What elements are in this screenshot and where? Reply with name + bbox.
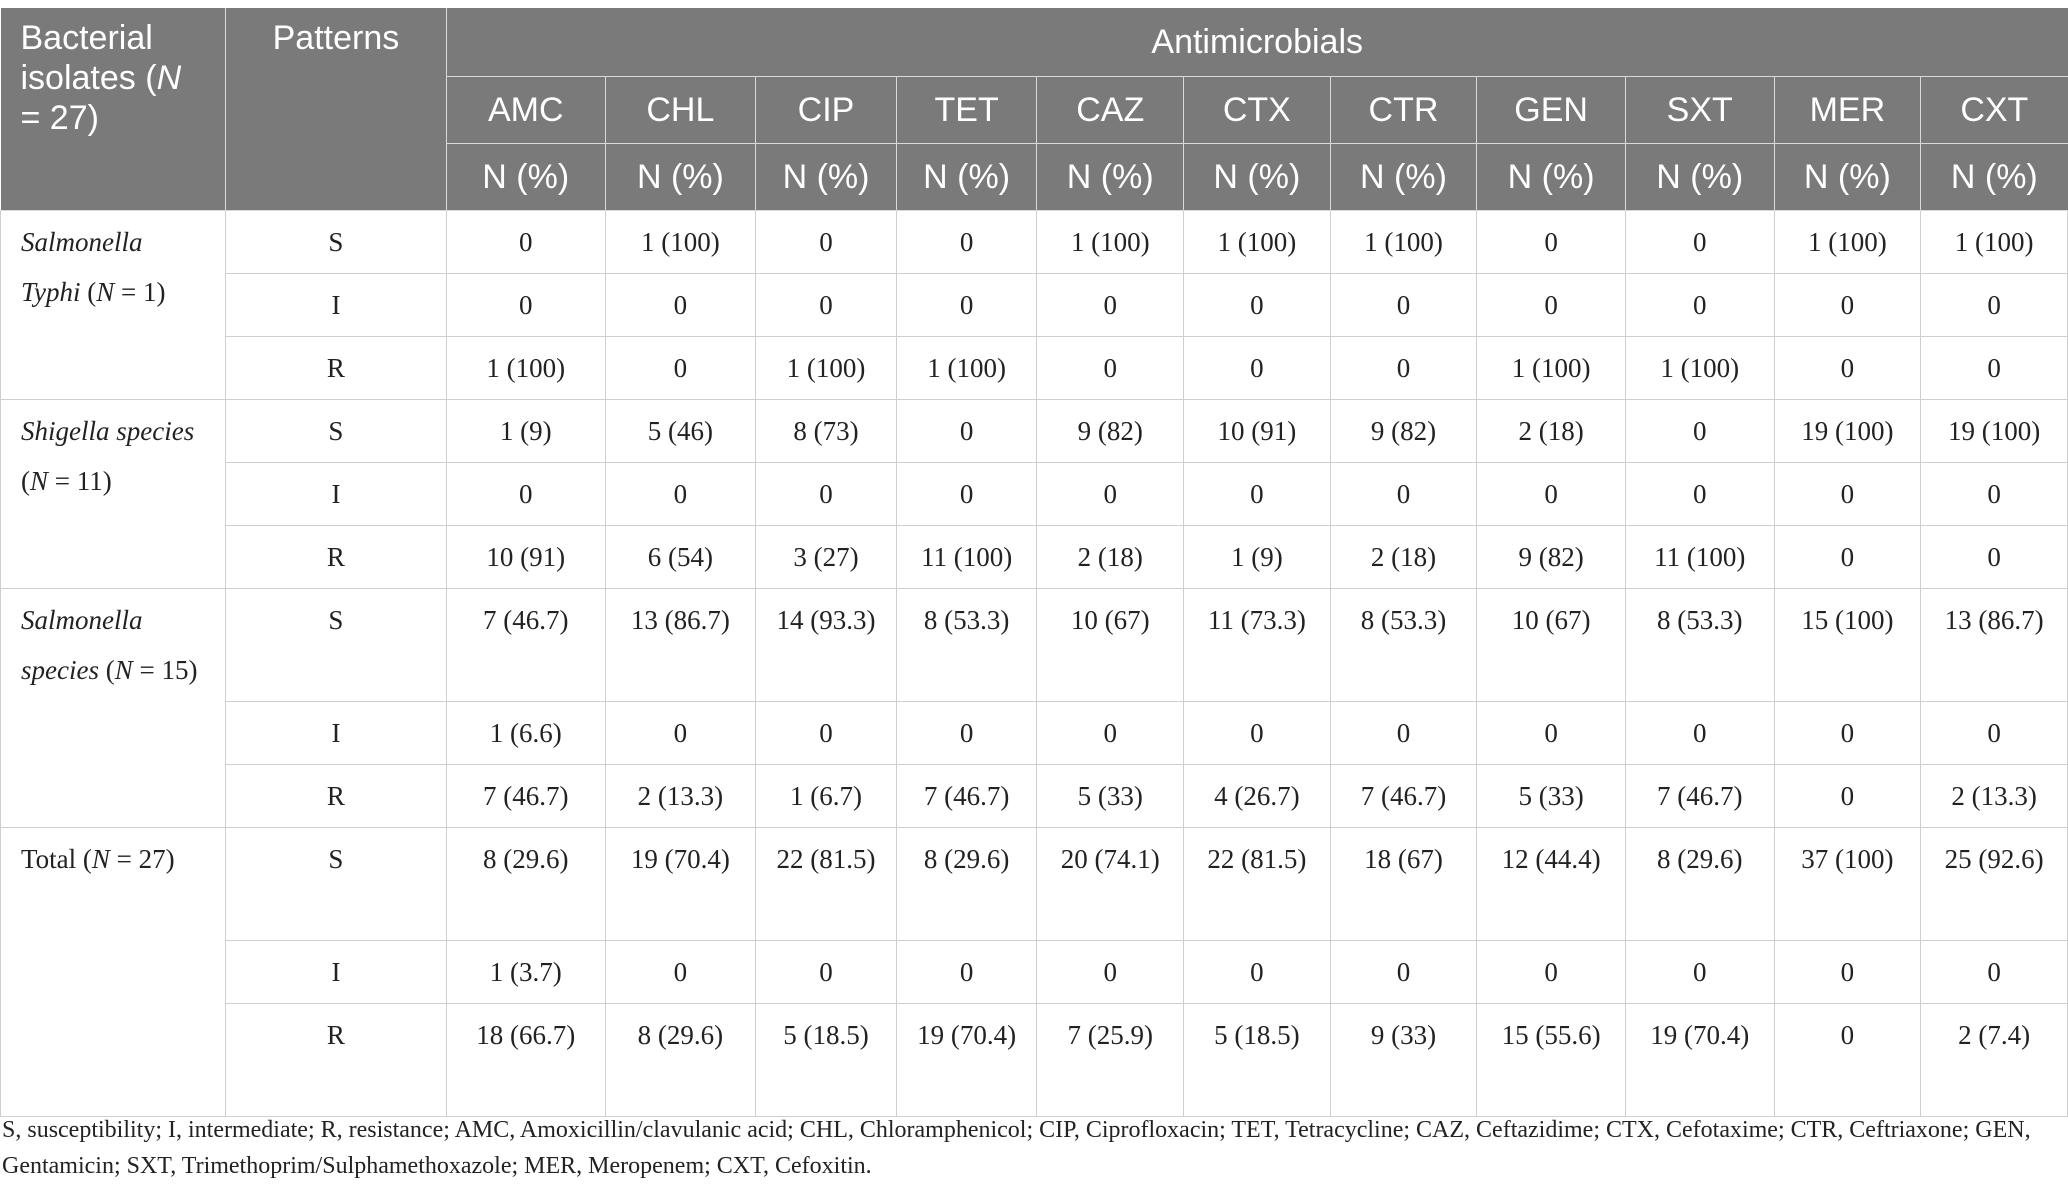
value-cell: 0 — [1184, 941, 1331, 1004]
header-unit: N (%) — [896, 144, 1037, 211]
value-cell: 0 — [896, 702, 1037, 765]
header-antimicrobials: Antimicrobials — [446, 8, 2067, 77]
value-cell: 1 (100) — [1037, 211, 1184, 274]
value-cell: 2 (18) — [1037, 526, 1184, 589]
value-cell: 0 — [1477, 941, 1626, 1004]
value-cell: 6 (54) — [605, 526, 756, 589]
value-cell: 9 (33) — [1330, 1004, 1477, 1117]
value-cell: 0 — [1774, 765, 1921, 828]
value-cell: 7 (46.7) — [446, 765, 605, 828]
isolate-name: Total (N = 27) — [1, 828, 226, 1117]
header-unit: N (%) — [1625, 144, 1774, 211]
value-cell: 22 (81.5) — [756, 828, 897, 941]
value-cell: 9 (82) — [1477, 526, 1626, 589]
value-cell: 25 (92.6) — [1921, 828, 2068, 941]
isolate-name: Salmonella Typhi (N = 1) — [1, 211, 226, 400]
value-cell: 0 — [446, 211, 605, 274]
value-cell: 5 (33) — [1037, 765, 1184, 828]
value-cell: 2 (13.3) — [605, 765, 756, 828]
header-drug-chl: CHL — [605, 77, 756, 144]
table-container — [0, 8, 2068, 1117]
pattern-cell: S — [225, 828, 446, 941]
value-cell: 0 — [896, 400, 1037, 463]
value-cell: 3 (27) — [756, 526, 897, 589]
value-cell: 0 — [1921, 337, 2068, 400]
value-cell: 11 (73.3) — [1184, 589, 1331, 702]
value-cell: 0 — [896, 274, 1037, 337]
header-drug-caz: CAZ — [1037, 77, 1184, 144]
header-unit: N (%) — [1184, 144, 1331, 211]
pattern-cell: I — [225, 274, 446, 337]
value-cell: 0 — [605, 274, 756, 337]
header-unit: N (%) — [1477, 144, 1626, 211]
value-cell: 9 (82) — [1330, 400, 1477, 463]
value-cell: 8 (53.3) — [1625, 589, 1774, 702]
value-cell: 8 (29.6) — [1625, 828, 1774, 941]
value-cell: 0 — [1625, 211, 1774, 274]
pattern-cell: R — [225, 337, 446, 400]
value-cell: 1 (100) — [1774, 211, 1921, 274]
value-cell: 5 (46) — [605, 400, 756, 463]
header-unit: N (%) — [605, 144, 756, 211]
value-cell: 1 (6.7) — [756, 765, 897, 828]
table-row — [1, 702, 2068, 765]
table-row — [1, 941, 2068, 1004]
header-unit: N (%) — [1330, 144, 1477, 211]
pattern-cell: I — [225, 702, 446, 765]
value-cell: 1 (100) — [1921, 211, 2068, 274]
value-cell: 0 — [1625, 400, 1774, 463]
header-drug-gen: GEN — [1477, 77, 1626, 144]
header-drug-cxt: CXT — [1921, 77, 2068, 144]
value-cell: 7 (46.7) — [446, 589, 605, 702]
value-cell: 2 (7.4) — [1921, 1004, 2068, 1117]
value-cell: 0 — [896, 211, 1037, 274]
value-cell: 0 — [1477, 463, 1626, 526]
value-cell: 0 — [1184, 463, 1331, 526]
header-unit: N (%) — [446, 144, 605, 211]
header-unit: N (%) — [1774, 144, 1921, 211]
table-body — [1, 211, 2068, 1117]
pattern-cell: I — [225, 941, 446, 1004]
value-cell: 1 (3.7) — [446, 941, 605, 1004]
value-cell: 0 — [1921, 702, 2068, 765]
pattern-cell: I — [225, 463, 446, 526]
value-cell: 0 — [1774, 941, 1921, 1004]
header-drug-ctr: CTR — [1330, 77, 1477, 144]
value-cell: 1 (100) — [756, 337, 897, 400]
value-cell: 8 (53.3) — [1330, 589, 1477, 702]
header-drug-mer: MER — [1774, 77, 1921, 144]
pattern-cell: S — [225, 589, 446, 702]
value-cell: 1 (100) — [446, 337, 605, 400]
value-cell: 8 (29.6) — [896, 828, 1037, 941]
value-cell: 1 (9) — [1184, 526, 1331, 589]
value-cell: 0 — [896, 941, 1037, 1004]
value-cell: 0 — [1774, 463, 1921, 526]
table-row — [1, 211, 2068, 274]
antimicrobial-table — [0, 8, 2068, 1117]
table-row — [1, 526, 2068, 589]
value-cell: 2 (18) — [1330, 526, 1477, 589]
value-cell: 5 (18.5) — [1184, 1004, 1331, 1117]
value-cell: 18 (67) — [1330, 828, 1477, 941]
pattern-cell: R — [225, 765, 446, 828]
value-cell: 8 (53.3) — [896, 589, 1037, 702]
pattern-cell: S — [225, 400, 446, 463]
value-cell: 18 (66.7) — [446, 1004, 605, 1117]
value-cell: 0 — [1625, 274, 1774, 337]
value-cell: 0 — [1330, 337, 1477, 400]
header-drug-amc: AMC — [446, 77, 605, 144]
value-cell: 10 (67) — [1037, 589, 1184, 702]
value-cell: 7 (46.7) — [896, 765, 1037, 828]
value-cell: 19 (70.4) — [1625, 1004, 1774, 1117]
value-cell: 1 (6.6) — [446, 702, 605, 765]
value-cell: 13 (86.7) — [1921, 589, 2068, 702]
table-row — [1, 828, 2068, 941]
value-cell: 0 — [1774, 337, 1921, 400]
value-cell: 0 — [1921, 463, 2068, 526]
value-cell: 0 — [1037, 463, 1184, 526]
header-unit: N (%) — [756, 144, 897, 211]
isolate-name: Shigella species (N = 11) — [1, 400, 226, 589]
value-cell: 0 — [756, 274, 897, 337]
pattern-cell: R — [225, 526, 446, 589]
value-cell: 15 (55.6) — [1477, 1004, 1626, 1117]
isolate-name: Salmonella species (N = 15) — [1, 589, 226, 828]
value-cell: 1 (100) — [896, 337, 1037, 400]
value-cell: 10 (67) — [1477, 589, 1626, 702]
value-cell: 0 — [1477, 702, 1626, 765]
value-cell: 0 — [1625, 702, 1774, 765]
value-cell: 0 — [1037, 337, 1184, 400]
value-cell: 10 (91) — [1184, 400, 1331, 463]
value-cell: 0 — [1921, 941, 2068, 1004]
value-cell: 7 (46.7) — [1330, 765, 1477, 828]
table-row — [1, 589, 2068, 702]
value-cell: 19 (70.4) — [605, 828, 756, 941]
value-cell: 19 (100) — [1774, 400, 1921, 463]
value-cell: 8 (29.6) — [605, 1004, 756, 1117]
table-row — [1, 463, 2068, 526]
value-cell: 13 (86.7) — [605, 589, 756, 702]
value-cell: 2 (18) — [1477, 400, 1626, 463]
value-cell: 0 — [1774, 1004, 1921, 1117]
value-cell: 1 (100) — [605, 211, 756, 274]
value-cell: 20 (74.1) — [1037, 828, 1184, 941]
table-row — [1, 274, 2068, 337]
value-cell: 0 — [1037, 941, 1184, 1004]
value-cell: 0 — [756, 463, 897, 526]
value-cell: 0 — [1330, 702, 1477, 765]
value-cell: 0 — [1184, 337, 1331, 400]
value-cell: 4 (26.7) — [1184, 765, 1331, 828]
value-cell: 12 (44.4) — [1477, 828, 1626, 941]
table-row — [1, 400, 2068, 463]
value-cell: 0 — [1037, 702, 1184, 765]
value-cell: 7 (46.7) — [1625, 765, 1774, 828]
value-cell: 0 — [756, 211, 897, 274]
value-cell: 5 (33) — [1477, 765, 1626, 828]
value-cell: 0 — [896, 463, 1037, 526]
value-cell: 0 — [605, 463, 756, 526]
value-cell: 0 — [1774, 702, 1921, 765]
value-cell: 0 — [1477, 211, 1626, 274]
value-cell: 0 — [1330, 941, 1477, 1004]
pattern-cell: R — [225, 1004, 446, 1117]
value-cell: 19 (70.4) — [896, 1004, 1037, 1117]
header-drug-tet: TET — [896, 77, 1037, 144]
value-cell: 0 — [1774, 274, 1921, 337]
value-cell: 0 — [1330, 274, 1477, 337]
value-cell: 0 — [756, 941, 897, 1004]
value-cell: 0 — [756, 702, 897, 765]
header-drug-ctx: CTX — [1184, 77, 1331, 144]
value-cell: 11 (100) — [1625, 526, 1774, 589]
value-cell: 0 — [1184, 274, 1331, 337]
value-cell: 0 — [605, 702, 756, 765]
header-unit: N (%) — [1037, 144, 1184, 211]
table-row — [1, 1004, 2068, 1117]
value-cell: 1 (100) — [1625, 337, 1774, 400]
value-cell: 2 (13.3) — [1921, 765, 2068, 828]
table-header — [1, 8, 2068, 211]
pattern-cell: S — [225, 211, 446, 274]
header-patterns: Patterns — [225, 8, 446, 211]
value-cell: 0 — [1625, 941, 1774, 1004]
value-cell: 0 — [1921, 526, 2068, 589]
value-cell: 0 — [1184, 702, 1331, 765]
value-cell: 0 — [605, 337, 756, 400]
value-cell: 19 (100) — [1921, 400, 2068, 463]
value-cell: 0 — [605, 941, 756, 1004]
value-cell: 8 (29.6) — [446, 828, 605, 941]
value-cell: 14 (93.3) — [756, 589, 897, 702]
value-cell: 7 (25.9) — [1037, 1004, 1184, 1117]
header-drug-sxt: SXT — [1625, 77, 1774, 144]
value-cell: 0 — [1477, 274, 1626, 337]
table-row — [1, 765, 2068, 828]
value-cell: 1 (100) — [1330, 211, 1477, 274]
value-cell: 0 — [1921, 274, 2068, 337]
value-cell: 37 (100) — [1774, 828, 1921, 941]
value-cell: 0 — [1037, 274, 1184, 337]
value-cell: 8 (73) — [756, 400, 897, 463]
value-cell: 0 — [446, 274, 605, 337]
header-unit: N (%) — [1921, 144, 2068, 211]
header-bacterial-isolates: Bacterial isolates (N = 27) — [1, 8, 226, 211]
value-cell: 0 — [446, 463, 605, 526]
value-cell: 1 (100) — [1477, 337, 1626, 400]
value-cell: 1 (100) — [1184, 211, 1331, 274]
header-drug-cip: CIP — [756, 77, 897, 144]
table-footnote: S, susceptibility; I, intermediate; R, resistance; AMC, Amoxicillin/clavulanic acid; CHL, Chloramphenicol; CIP, Ciprofloxacin; TET, Tetracycline; CAZ, Ceftazidime; CTX, Cefotaxime; CTR, Ceftriaxone; GEN, Gentamicin; SXT, Trimethoprim/Sulphamethoxazole; MER, Meropenem; CXT, Cefoxitin. — [2, 1117, 2031, 1179]
value-cell: 9 (82) — [1037, 400, 1184, 463]
value-cell: 0 — [1330, 463, 1477, 526]
value-cell: 10 (91) — [446, 526, 605, 589]
value-cell: 11 (100) — [896, 526, 1037, 589]
value-cell: 1 (9) — [446, 400, 605, 463]
value-cell: 15 (100) — [1774, 589, 1921, 702]
value-cell: 0 — [1625, 463, 1774, 526]
table-row — [1, 337, 2068, 400]
value-cell: 0 — [1774, 526, 1921, 589]
value-cell: 22 (81.5) — [1184, 828, 1331, 941]
value-cell: 5 (18.5) — [756, 1004, 897, 1117]
